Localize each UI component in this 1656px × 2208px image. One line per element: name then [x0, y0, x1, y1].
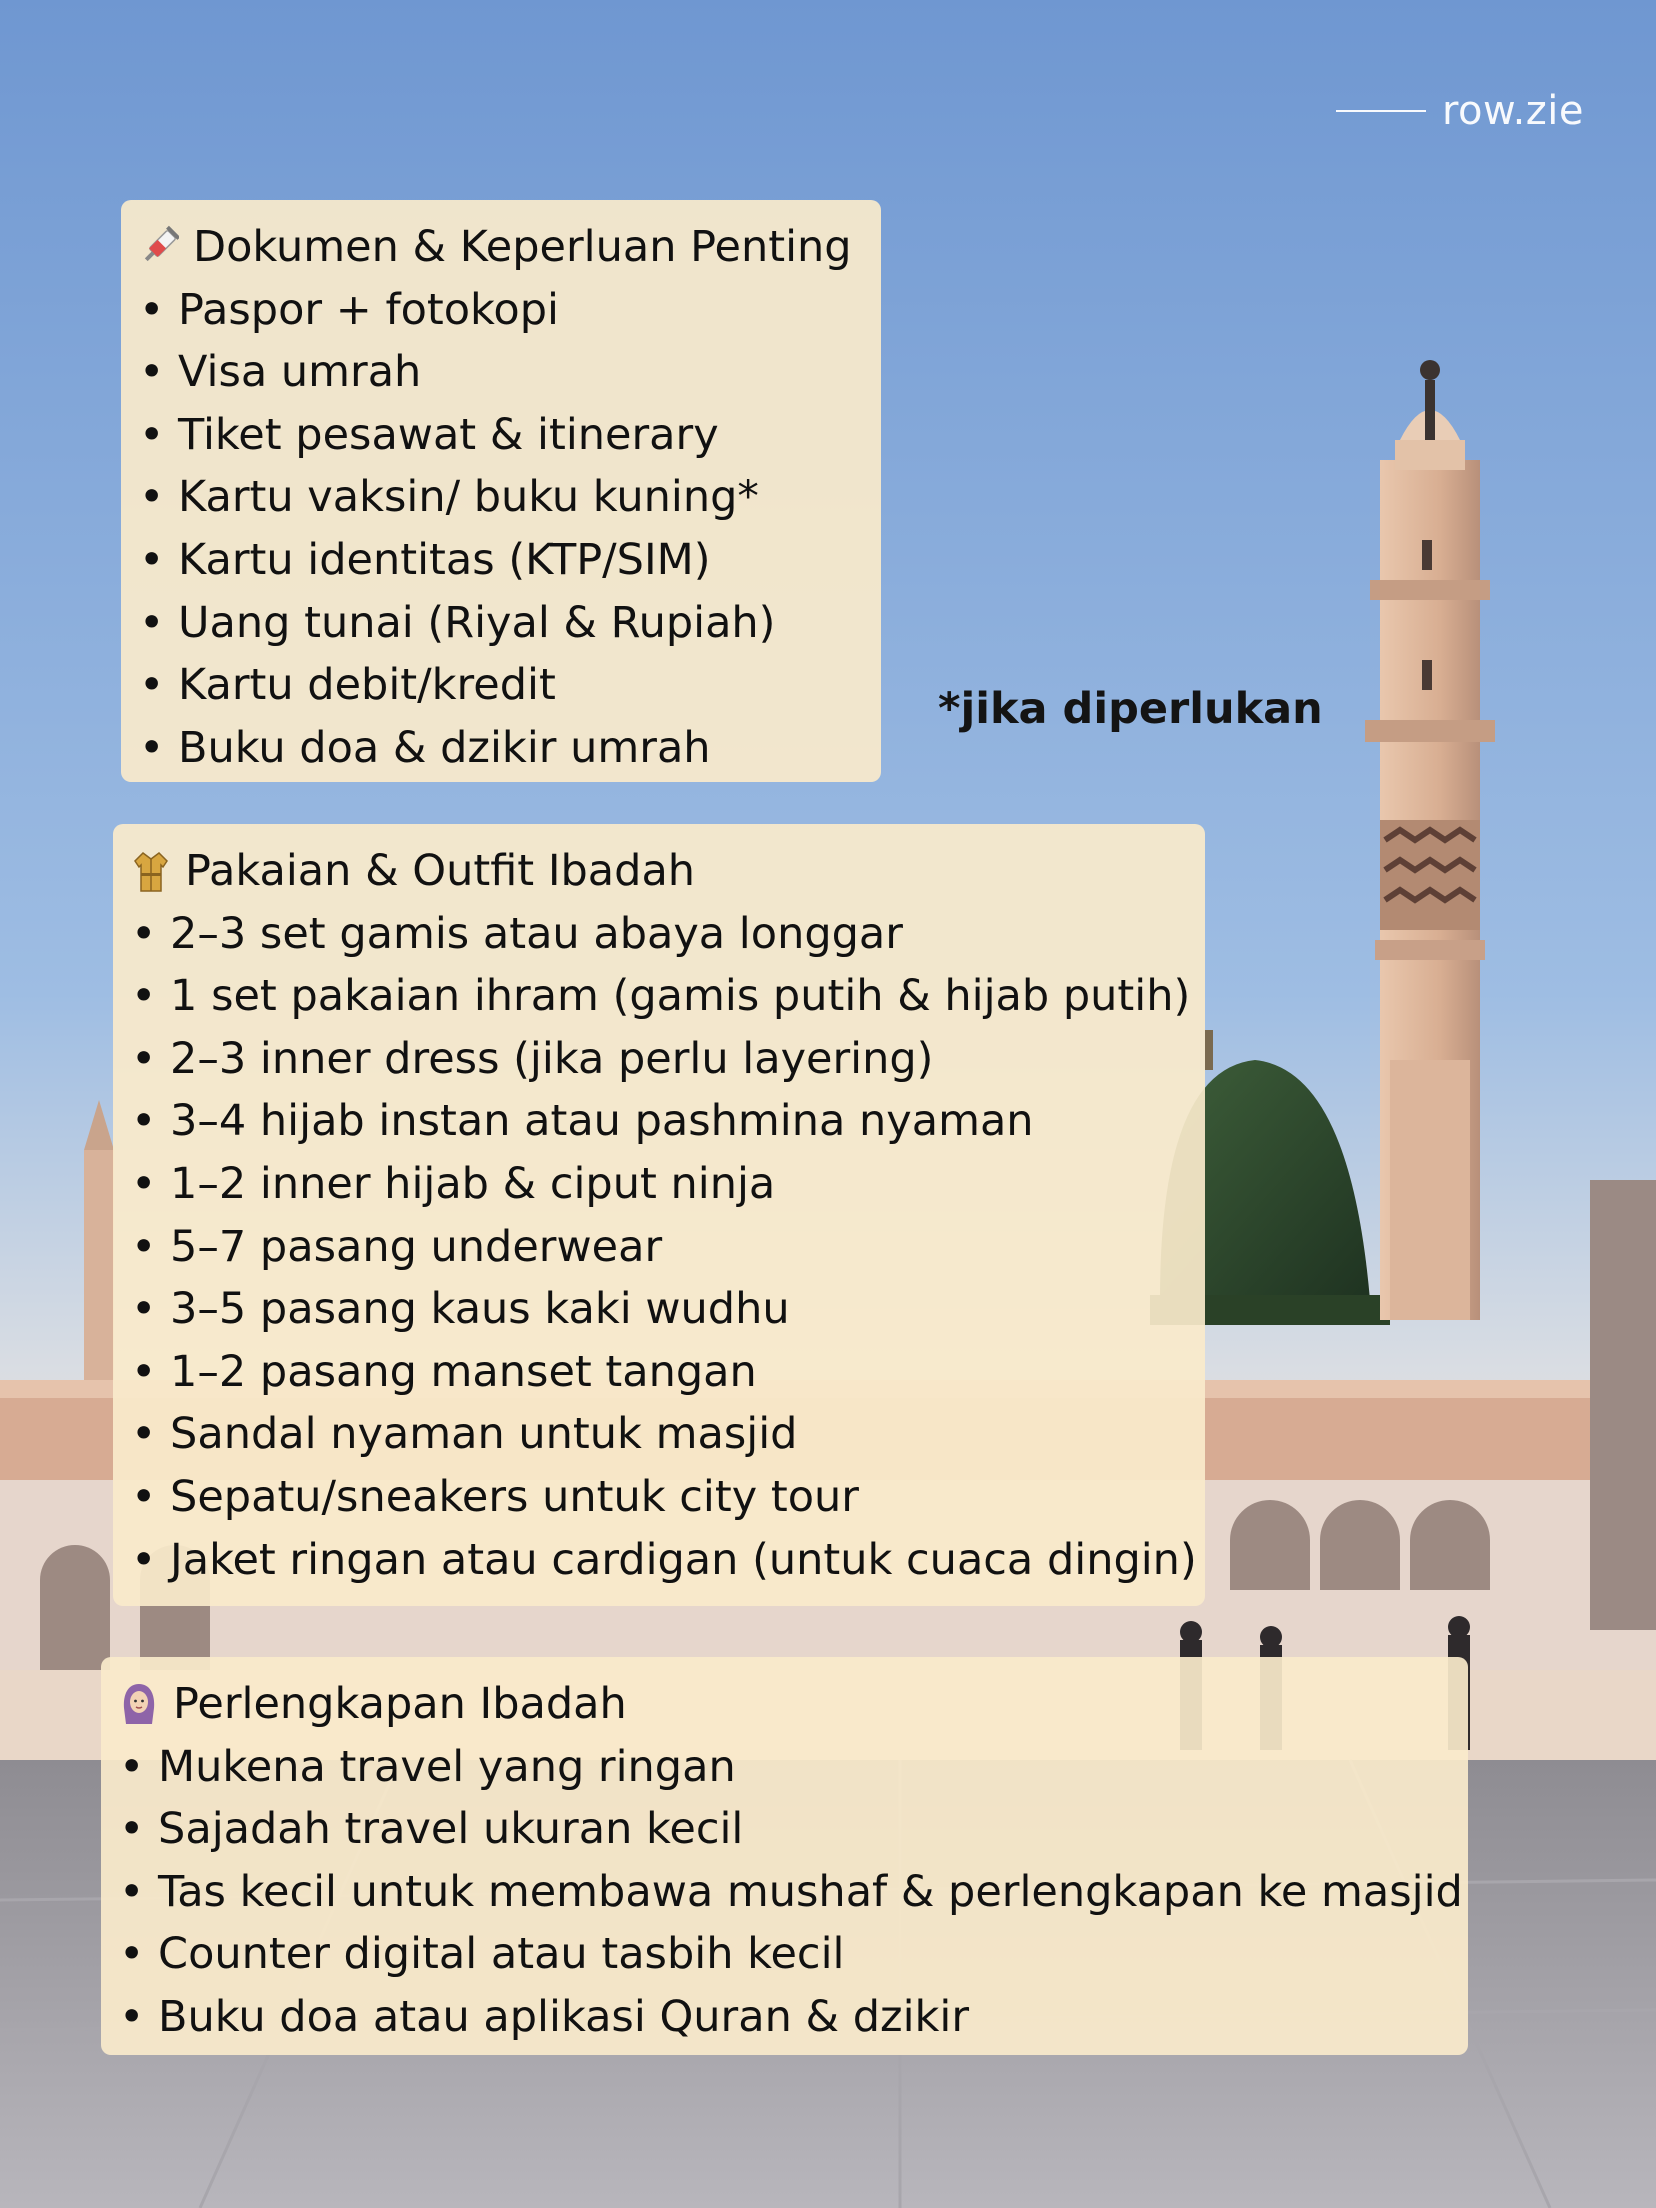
clothing-card — [113, 824, 1205, 1606]
woman-headscarf-icon — [119, 1680, 159, 1728]
list-item: • 1–2 pasang manset tangan — [131, 1341, 1187, 1404]
checklist — [119, 1736, 1463, 2049]
watermark-text: row.zie — [1441, 88, 1584, 134]
card-title — [131, 840, 1187, 903]
robe-icon — [131, 847, 171, 895]
worship-gear-card — [101, 1657, 1468, 2055]
list-item: • Visa umrah — [139, 341, 863, 404]
watermark-line — [1336, 110, 1426, 112]
list-item: • Mukena travel yang ringan — [119, 1736, 1450, 1799]
footnote: *jika diperlukan — [938, 684, 1323, 734]
card-title — [119, 1673, 1450, 1736]
list-item: • Kartu vaksin/ buku kuning* — [139, 466, 863, 529]
list-item: • Kartu identitas (KTP/SIM) — [139, 529, 863, 592]
list-item: • Counter digital atau tasbih kecil — [119, 1923, 1450, 1986]
list-item: • Uang tunai (Riyal & Rupiah) — [139, 592, 863, 655]
section-title: Dokumen & Keperluan Penting — [193, 222, 852, 272]
list-item: • Sandal nyaman untuk masjid — [131, 1403, 1187, 1466]
list-item: • 1 set pakaian ihram (gamis putih & hijab putih) — [131, 965, 1187, 1028]
list-item: • 2–3 inner dress (jika perlu layering) — [131, 1028, 1187, 1091]
checklist — [139, 279, 863, 780]
card-title — [139, 216, 863, 279]
list-item: • 3–4 hijab instan atau pashmina nyaman — [131, 1090, 1187, 1153]
list-item: • Tiket pesawat & itinerary — [139, 404, 863, 467]
list-item: • 2–3 set gamis atau abaya longgar — [131, 903, 1187, 966]
section-title: Perlengkapan Ibadah — [173, 1679, 627, 1729]
list-item: • Jaket ringan atau cardigan (untuk cuaca dingin) — [131, 1529, 1187, 1592]
list-item: • Buku doa atau aplikasi Quran & dzikir — [119, 1986, 1450, 2049]
list-item: • Sepatu/sneakers untuk city tour — [131, 1466, 1187, 1529]
list-item: • 1–2 inner hijab & ciput ninja — [131, 1153, 1187, 1216]
checklist — [131, 903, 1197, 1592]
list-item: • Buku doa & dzikir umrah — [139, 717, 863, 780]
list-item: • Kartu debit/kredit — [139, 654, 863, 717]
watermark — [1336, 88, 1584, 134]
list-item: • Sajadah travel ukuran kecil — [119, 1798, 1450, 1861]
documents-card — [121, 200, 881, 782]
list-item: • Paspor + fotokopi — [139, 279, 863, 342]
list-item: • Tas kecil untuk membawa mushaf & perlengkapan ke masjid — [119, 1861, 1450, 1924]
list-item: • 3–5 pasang kaus kaki wudhu — [131, 1278, 1187, 1341]
syringe-icon — [139, 223, 179, 271]
section-title: Pakaian & Outfit Ibadah — [185, 846, 696, 896]
list-item: • 5–7 pasang underwear — [131, 1216, 1187, 1279]
